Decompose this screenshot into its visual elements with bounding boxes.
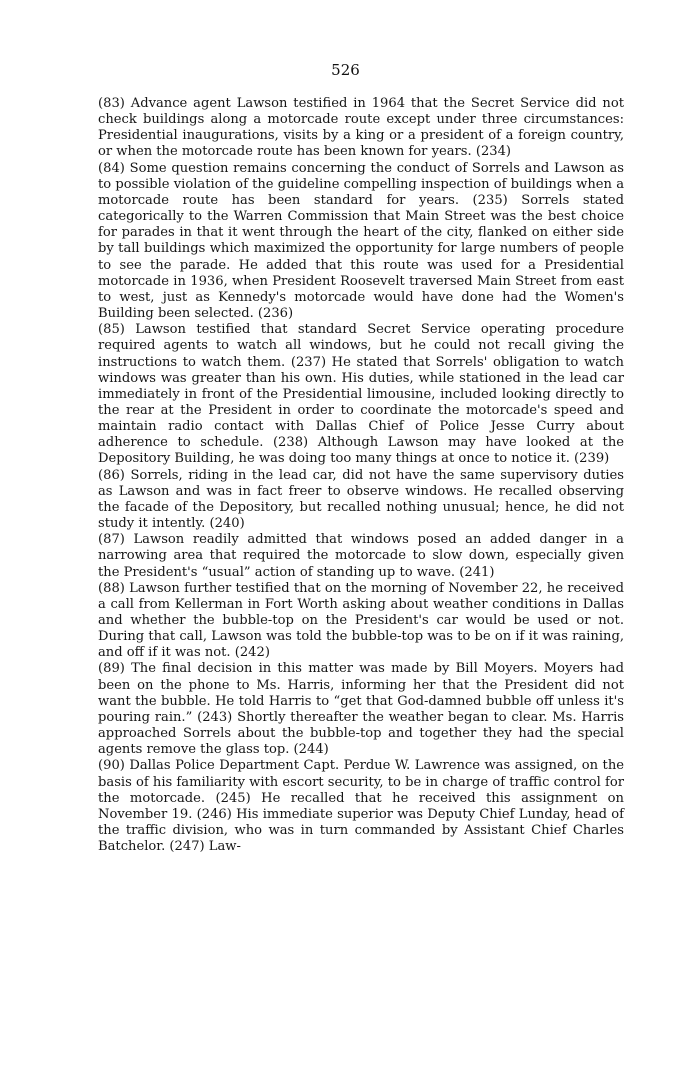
paragraph-86: (86) Sorrels, riding in the lead car, did not have the same supervisory duties as Lawson and was in fact freer to observe windows. He recalled observing the facade of the Depository, but recalled nothing unusual; hence, he did not study it intently. (240) [98, 467, 624, 532]
paragraph-90: (90) Dallas Police Department Capt. Perdue W. Lawrence was assigned, on the basis of his familiarity with escort security, to be in charge of traffic control for the motorcade. (245) He recalled that he received this assignment on November 19. (246) His immediate superior was Deputy Chief Lunday, head of the traffic division, who was in turn commanded by Assistant Chief Charles Batchelor. (247) Law- [98, 758, 624, 855]
paragraph-87: (87) Lawson readily admitted that windows posed an added danger in a narrowing area that required the motorcade to slow down, especially given the President's “usual” action of standing up to wave. (241) [98, 532, 624, 580]
paragraph-85: (85) Lawson testified that standard Secret Service operating procedure required agents to watch all windows, but he could not recall giving the instructions to watch them. (237) He stated that Sorrels' obligation to watch windows was greater than his own. His duties, while stationed in the lead car immediately in front of the Presidential limousine, included looking directly to the rear at the President in order to coordinate the motorcade's speed and maintain radio contact with Dallas Chief of Police Jesse Curry about adherence to schedule. (238) Although Lawson may have looked at the Depository Building, he was doing too many things at once to notice it. (239) [98, 322, 624, 467]
paragraph-84: (84) Some question remains concerning the conduct of Sorrels and Lawson as to possible violation of the guideline compelling inspection of buildings when a motorcade route has been standard for years. (235) Sorrels stated categorically to the Warren Commission that Main Street was the best choice for parades in that it went through the heart of the city, flanked on either side by tall buildings which maximized the opportunity for large numbers of people to see the parade. He added that this route was used for a Presidential motorcade in 1936, when President Roosevelt traversed Main Street from east to west, just as Kennedy's motorcade would have done had the Women's Building been selected. (236) [98, 160, 624, 322]
paragraph-88: (88) Lawson further testified that on the morning of November 22, he received a call from Kellerman in Fort Worth asking about weather conditions in Dallas and whether the bubble-top on the President's car would be used or not. During that call, Lawson was told the bubble-top was to be on if it was raining, and off if it was not. (242) [98, 580, 624, 661]
paragraph-89: (89) The final decision in this matter was made by Bill Moyers. Moyers had been on the phone to Ms. Harris, informing her that the President did not want the bubble. He told Harris to “get that God-damned bubble off unless it's pouring rain.” (243) Shortly thereafter the weather began to clear. Ms. Harris approached Sorrels about the bubble-top and together they had the special agents remove the glass top. (244) [98, 661, 624, 758]
body-text [98, 96, 624, 855]
paragraph-83: (83) Advance agent Lawson testified in 1964 that the Secret Service did not check buildings along a motorcade route except under three circumstances: Presidential inaugurations, visits by a king or a president of a foreign country, or when the motorcade route has been known for years. (234) [98, 96, 624, 160]
page-number: 526 [331, 61, 360, 79]
